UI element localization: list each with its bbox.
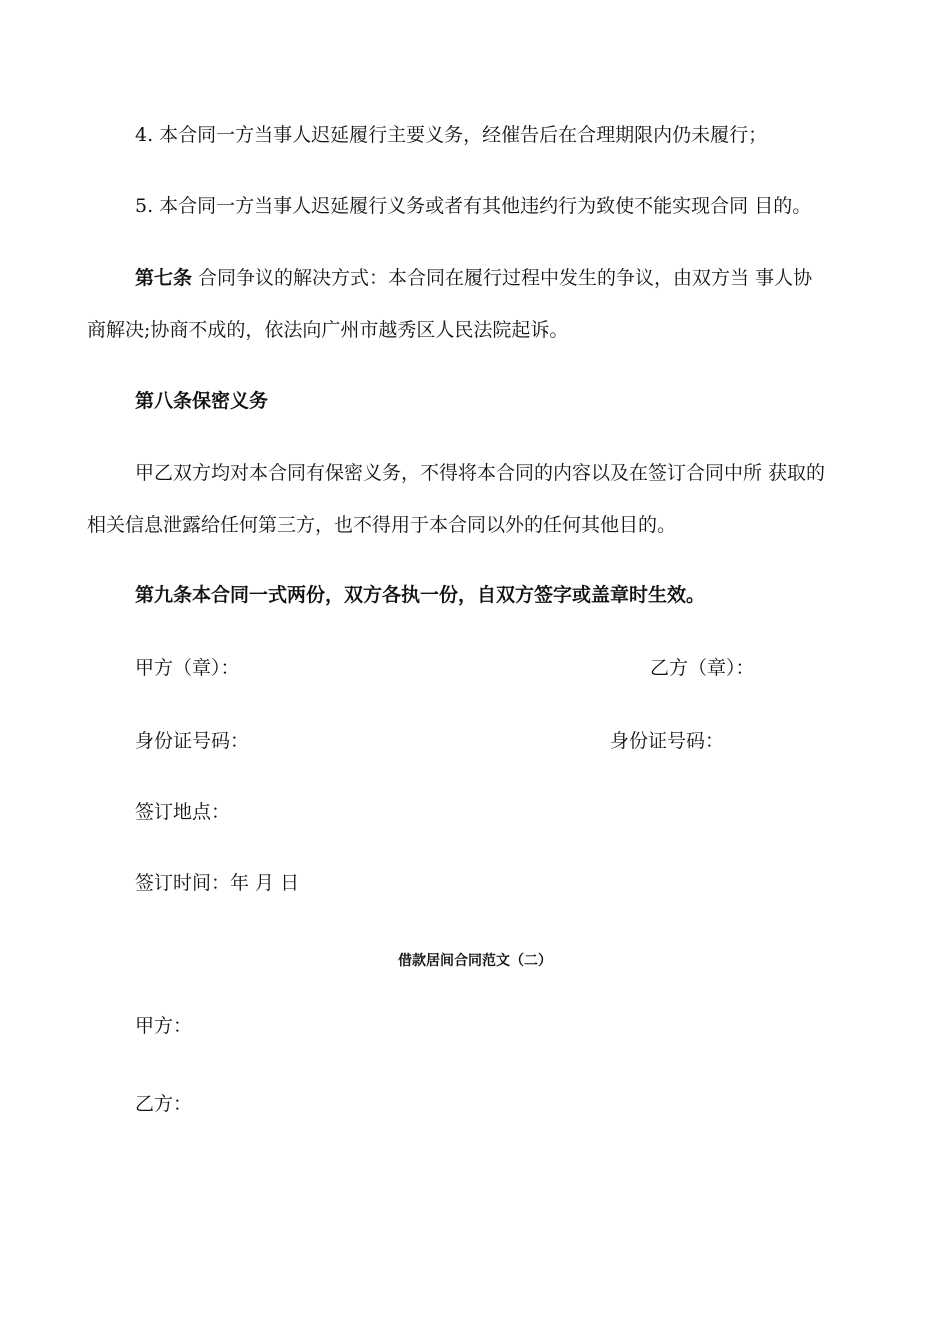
party-b-id-label: 身份证号码： (610, 730, 725, 752)
article-7-line-1 (135, 266, 812, 290)
article-8-heading: 第八条保密义务 (135, 390, 269, 412)
article-8-line-2: 相关信息泄露给任何第三方，也不得用于本合同以外的任何其他目的。 (87, 514, 677, 536)
party-a-id-label: 身份证号码： (135, 730, 250, 752)
signing-place-label: 签订地点： (135, 801, 231, 823)
party-a-seal-label: 甲方（章）： (135, 657, 240, 679)
article-9: 第九条本合同一式两份，双方各执一份，自双方签字或盖章时生效。 (135, 584, 706, 606)
article-7-line-2: 商解决;协商不成的，依法向广州市越秀区人民法院起诉。 (87, 319, 569, 341)
party-b-seal-label: 乙方（章）： (650, 657, 755, 679)
signing-time-label: 签订时间：年 月 日 (135, 872, 300, 894)
clause-item-4: 4. 本合同一方当事人迟延履行主要义务，经催告后在合理期限内仍未履行； (135, 124, 768, 146)
second-party-b-label: 乙方： (135, 1093, 193, 1115)
article-7-text: 合同争议的解决方式：本合同在履行过程中发生的争议，由双方当 事人协 (192, 267, 813, 289)
article-8-line-1: 甲乙双方均对本合同有保密义务，不得将本合同的内容以及在签订合同中所 获取的 (135, 462, 826, 484)
second-party-a-label: 甲方： (135, 1015, 193, 1037)
clause-item-5: 5. 本合同一方当事人迟延履行义务或者有其他违约行为致使不能实现合同 目的。 (135, 195, 812, 217)
article-7-heading: 第七条 (135, 267, 193, 289)
second-contract-title: 借款居间合同范文（二） (398, 953, 552, 969)
